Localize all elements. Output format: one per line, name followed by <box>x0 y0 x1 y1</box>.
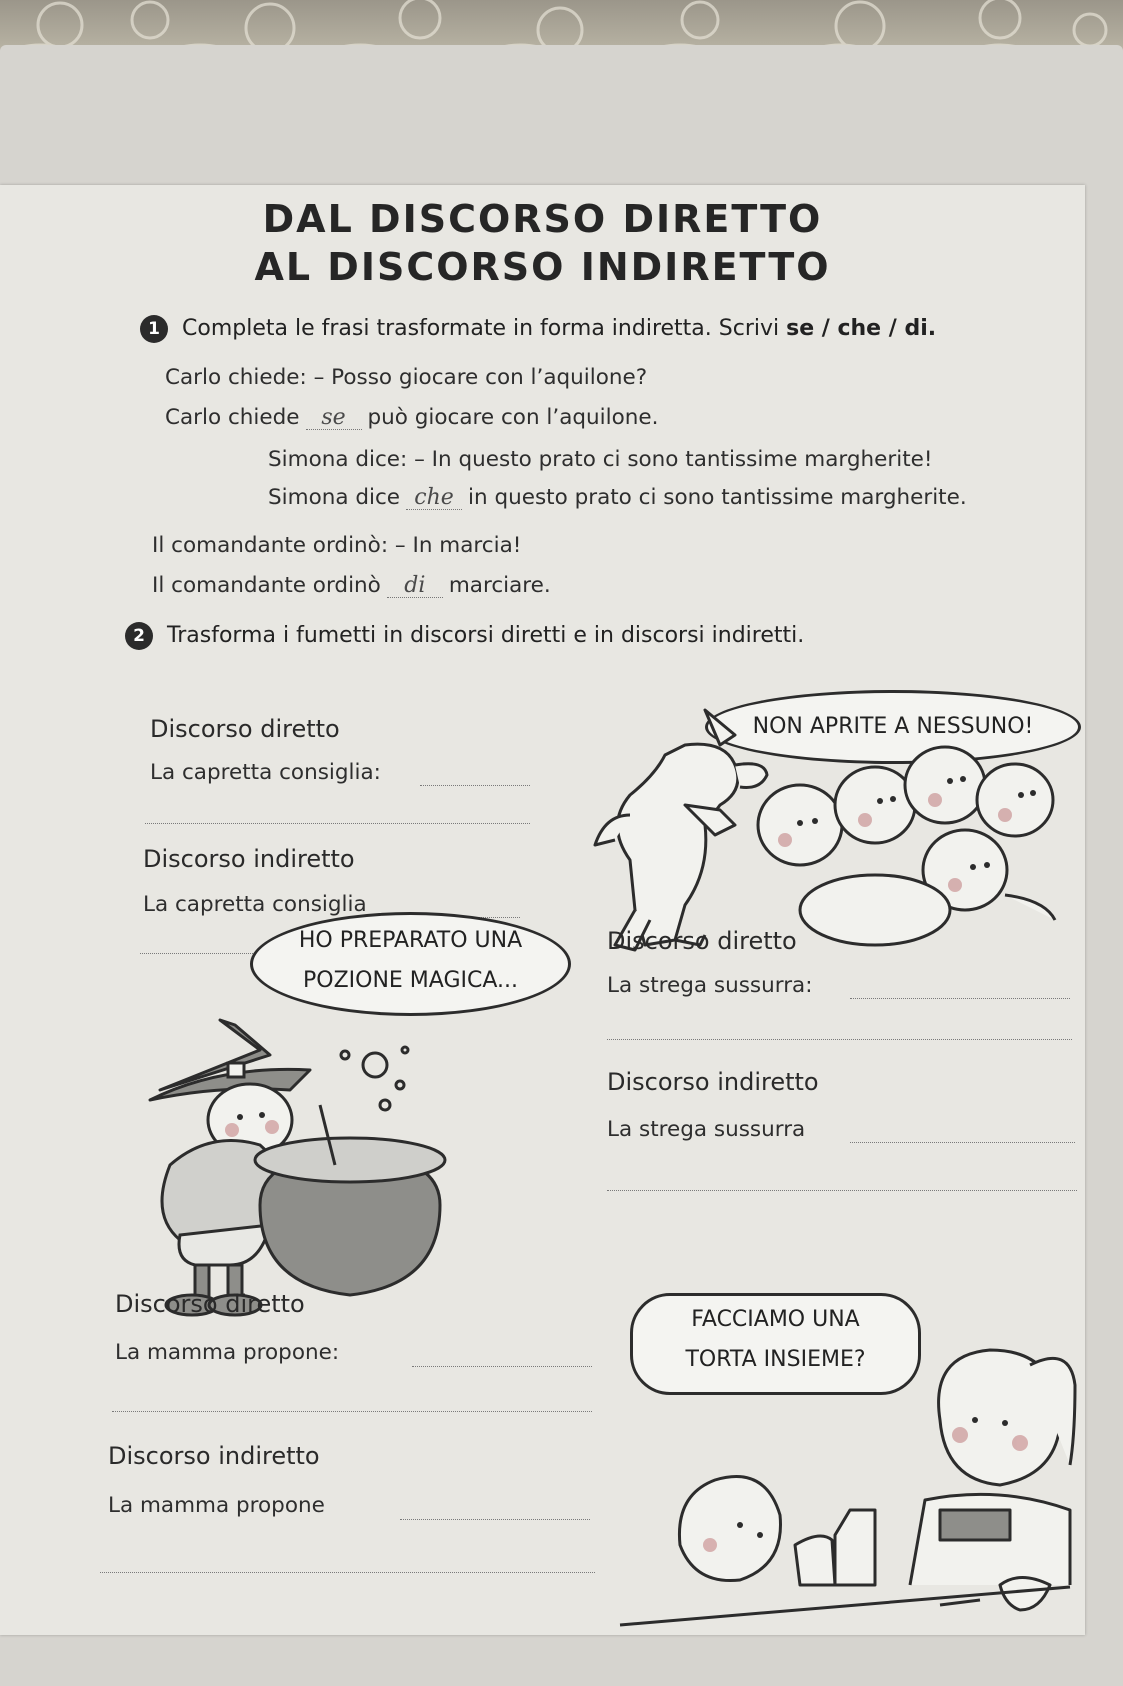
exercise-2-instruction <box>125 622 804 650</box>
worksheet-page <box>0 185 1085 1635</box>
witch-and-cauldron-illustration <box>120 1015 560 1325</box>
mother-direct-prompt: La mamma propone: <box>115 1340 340 1365</box>
exercise-2-number: 2 <box>125 622 153 650</box>
mother-indirect-answer-line-1[interactable] <box>400 1517 590 1520</box>
ex1-item1-indirect-after: può giocare con l’aquilone. <box>367 405 659 430</box>
witch-indirect-prompt: La strega sussurra <box>607 1117 806 1142</box>
mother-indirect-prompt: La mamma propone <box>108 1493 325 1518</box>
witch-direct-prompt: La strega sussurra: <box>607 973 813 998</box>
ex1-item1-indirect-before: Carlo chiede <box>165 405 300 430</box>
ex1-item3-indirect-before: Il comandante ordinò <box>152 573 381 598</box>
mother-bubble-line-1: FACCIAMO UNA <box>691 1307 860 1332</box>
goat-direct-heading: Discorso diretto <box>150 715 340 743</box>
mother-and-child-illustration <box>600 1325 1080 1625</box>
ex1-item3-direct: Il comandante ordinò: – In marcia! <box>152 533 522 558</box>
witch-speech-bubble <box>250 912 571 1016</box>
ex1-item3-answer[interactable]: di <box>387 575 443 598</box>
witch-indirect-answer-line-2[interactable] <box>607 1188 1077 1191</box>
mother-direct-answer-line-1[interactable] <box>412 1364 592 1367</box>
mother-indirect-answer-line-2[interactable] <box>100 1570 595 1573</box>
ex1-item3-indirect <box>152 573 551 598</box>
exercise-1-instruction <box>140 315 936 343</box>
mother-bubble-line-2: TORTA INSIEME? <box>685 1347 866 1372</box>
ex1-item2-indirect <box>268 485 967 510</box>
witch-bubble-line-1: HO PREPARATO UNA <box>298 928 523 953</box>
ex1-item3-indirect-after: marciare. <box>448 573 551 598</box>
goat-direct-answer-line-1[interactable] <box>420 783 530 786</box>
exercise-1-instruction-text: Completa le frasi trasformate in forma indiretta. Scrivi <box>182 316 787 341</box>
witch-direct-heading: Discorso diretto <box>607 927 797 955</box>
page-title-line-2: AL DISCORSO INDIRETTO <box>254 245 831 289</box>
exercise-1-instruction-bold: se / che / di. <box>786 316 937 341</box>
ex1-item2-indirect-before: Simona dice <box>268 485 401 510</box>
exercise-2-instruction-text: Trasforma i fumetti in discorsi diretti e in discorsi indiretti. <box>167 623 805 648</box>
witch-bubble-line-2: POZIONE MAGICA... <box>303 968 518 993</box>
witch-direct-answer-line-2[interactable] <box>607 1037 1072 1040</box>
witch-indirect-answer-line-1[interactable] <box>850 1140 1075 1143</box>
goat-direct-prompt: La capretta consiglia: <box>150 760 381 785</box>
mother-indirect-heading: Discorso indiretto <box>108 1442 320 1470</box>
ex1-item2-answer[interactable]: che <box>406 487 462 510</box>
ex1-item1-indirect <box>165 405 658 430</box>
ex1-item1-direct: Carlo chiede: – Posso giocare con l’aquilone? <box>165 365 648 390</box>
ex1-item2-indirect-after: in questo prato ci sono tantissime margherite. <box>468 485 967 510</box>
witch-direct-answer-line-1[interactable] <box>850 996 1070 999</box>
witch-indirect-heading: Discorso indiretto <box>607 1068 819 1096</box>
goat-indirect-heading: Discorso indiretto <box>143 845 355 873</box>
goat-direct-answer-line-2[interactable] <box>145 821 530 824</box>
ex1-item2-direct: Simona dice: – In questo prato ci sono tantissime margherite! <box>268 447 933 472</box>
page-title-line-1: DAL DISCORSO DIRETTO <box>262 197 823 241</box>
goat-indirect-prompt: La capretta consiglia <box>143 892 367 917</box>
mother-direct-heading: Discorso diretto <box>115 1290 305 1318</box>
ex1-item1-answer[interactable]: se <box>306 407 362 430</box>
mother-direct-answer-line-2[interactable] <box>112 1409 592 1412</box>
goat-speech-bubble: NON APRITE A NESSUNO! <box>705 690 1081 764</box>
exercise-1-number: 1 <box>140 315 168 343</box>
